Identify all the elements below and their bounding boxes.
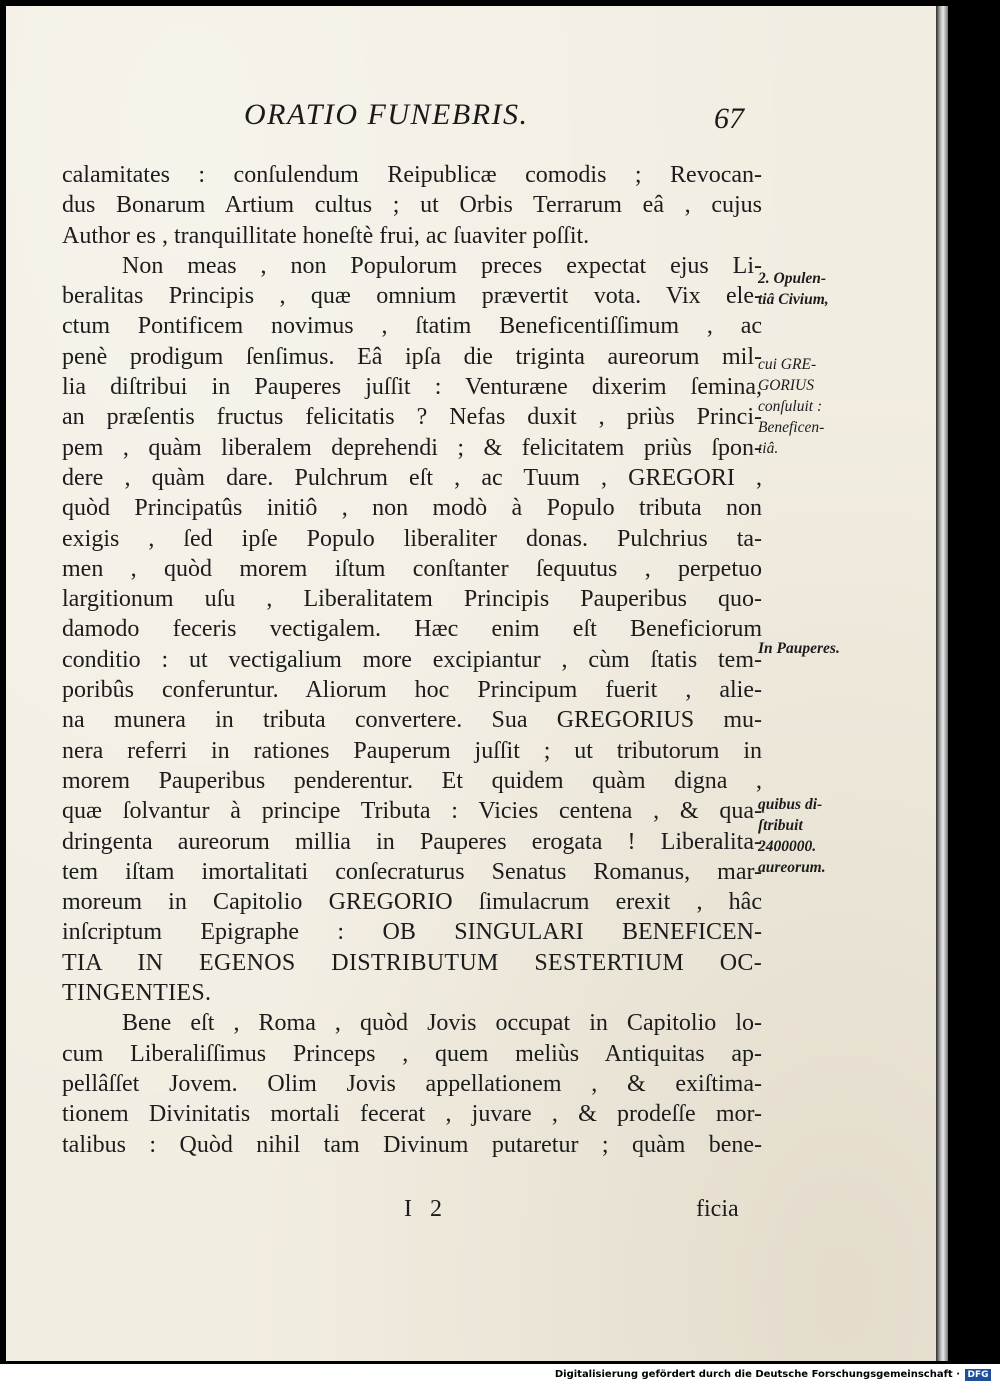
- text-line: quòd Principatûs initiô , non modò à Populo tributa non: [62, 495, 762, 522]
- text-line: lia diſtribui in Pauperes juſſit : Venturæne dixerim ſemina,: [62, 374, 762, 401]
- text-line: poribûs conferuntur. Aliorum hoc Principum fuerit , alie-: [62, 677, 762, 704]
- text-line: an præſentis fructus felicitatis ? Nefas duxit , priùs Princi-: [62, 404, 762, 431]
- text-line: pem , quàm liberalem deprehendi ; & felicitatem priùs ſpon-: [62, 434, 762, 461]
- text-line: ctum Pontificem novimus , ſtatim Beneficentiſſimum , ac: [62, 313, 762, 340]
- margin-note-quibus: [758, 794, 858, 878]
- margin-note-gregorius: [758, 354, 858, 459]
- margin-note-line: conſuluit :: [758, 398, 823, 415]
- margin-note-line: tiâ Civium,: [758, 291, 829, 308]
- body-text: [62, 160, 762, 1160]
- text-line: cum Liberaliſſimus Princeps , quem meliùs Antiquitas ap-: [62, 1040, 762, 1067]
- margin-note-line: 2. Opulen-: [758, 270, 827, 287]
- text-line: na munera in tributa convertere. Sua GREGORIUS mu-: [62, 707, 762, 734]
- text-line: dere , quàm dare. Pulchrum eſt , ac Tuum , GREGORI ,: [62, 464, 762, 491]
- text-line: penè prodigum ſenſimus. Eâ ipſa die triginta aureorum mil-: [62, 343, 762, 370]
- margin-note-opulentia: [758, 268, 858, 310]
- text-line: Bene eſt , Roma , quòd Jovis occupat in Capitolio lo-: [122, 1010, 762, 1037]
- text-line: Author es , tranquillitate honeſtè frui, ac ſuaviter poſſit.: [62, 222, 590, 249]
- text-line: morem Pauperibus penderentur. Et quidem quàm digna ,: [62, 767, 762, 794]
- margin-note-line: ſtribuit: [758, 817, 803, 834]
- credit-text: Digitalisierung gefördert durch die Deutsche Forschungsgemeinschaft ·: [554, 1369, 960, 1380]
- text-line: exigis , ſed ipſe Populo liberaliter donas. Pulchrius ta-: [62, 525, 762, 552]
- text-line: beralitas Principis , quæ omnium prævertit vota. Vix ele-: [62, 283, 762, 310]
- text-line: TINGENTIES.: [62, 980, 212, 1007]
- margin-note-line: aureorum.: [758, 859, 826, 876]
- signature-mark: I 2: [404, 1196, 448, 1222]
- margin-note-line: Beneficen-: [758, 419, 825, 436]
- text-line: damodo feceris vectigalem. Hæc enim eſt Beneficiorum: [62, 616, 762, 643]
- text-line: Non meas , non Populorum preces expectat ejus Li-: [122, 252, 762, 279]
- margin-note-line: GORIUS: [758, 377, 814, 394]
- text-line: pellâſſet Jovem. Olim Jovis appellationem , & exiſtima-: [62, 1070, 762, 1097]
- dfg-logo: DFG: [965, 1369, 991, 1381]
- margin-note-line: cui GRE-: [758, 356, 817, 373]
- text-line: inſcriptum Epigraphe : OB SINGULARI BENEFICEN-: [62, 919, 762, 946]
- text-line: TIA IN EGENOS DISTRIBUTUM SESTERTIUM OC-: [62, 949, 762, 976]
- page-number: 67: [714, 102, 744, 135]
- running-title: ORATIO FUNEBRIS.: [244, 98, 529, 131]
- margin-note-line: quibus di-: [758, 796, 823, 813]
- page-edge: [936, 6, 948, 1361]
- text-line: talibus : Quòd nihil tam Divinum putaretur ; quàm bene-: [62, 1131, 762, 1158]
- text-line: dringenta aureorum millia in Pauperes erogata ! Liberalita-: [62, 828, 762, 855]
- text-line: quæ ſolvantur à principe Tributa : Vicies centena , & qua-: [62, 798, 762, 825]
- text-line: dus Bonarum Artium cultus ; ut Orbis Terrarum eâ , cujus: [62, 192, 762, 219]
- text-line: tem iſtam imortalitati conſecraturus Senatus Romanus, mar-: [62, 858, 762, 885]
- text-line: tionem Divinitatis mortali fecerat , juvare , & prodeſſe mor-: [62, 1101, 762, 1128]
- margin-note-line: In Pauperes.: [758, 640, 840, 657]
- margin-note-in-pauperes: [758, 638, 858, 659]
- running-header: [244, 98, 764, 142]
- margin-note-line: 2400000.: [758, 838, 817, 855]
- text-line: men , quòd morem iſtum conſtanter ſequutus , perpetuo: [62, 555, 762, 582]
- margin-note-line: tiâ.: [758, 440, 779, 457]
- catchword: ficia: [696, 1196, 739, 1222]
- text-line: conditio : ut vectigalium more excipiantur , cùm ſtatis tem-: [62, 646, 762, 673]
- text-line: nera referri in rationes Pauperum juſſit ; ut tributorum in: [62, 737, 762, 764]
- text-line: largitionum uſu , Liberalitatem Principis Pauperibus quo-: [62, 586, 762, 613]
- text-line: moreum in Capitolio GREGORIO ſimulacrum erexit , hâc: [62, 889, 762, 916]
- text-line: calamitates : conſulendum Reipublicæ comodis ; Revocan-: [62, 162, 762, 188]
